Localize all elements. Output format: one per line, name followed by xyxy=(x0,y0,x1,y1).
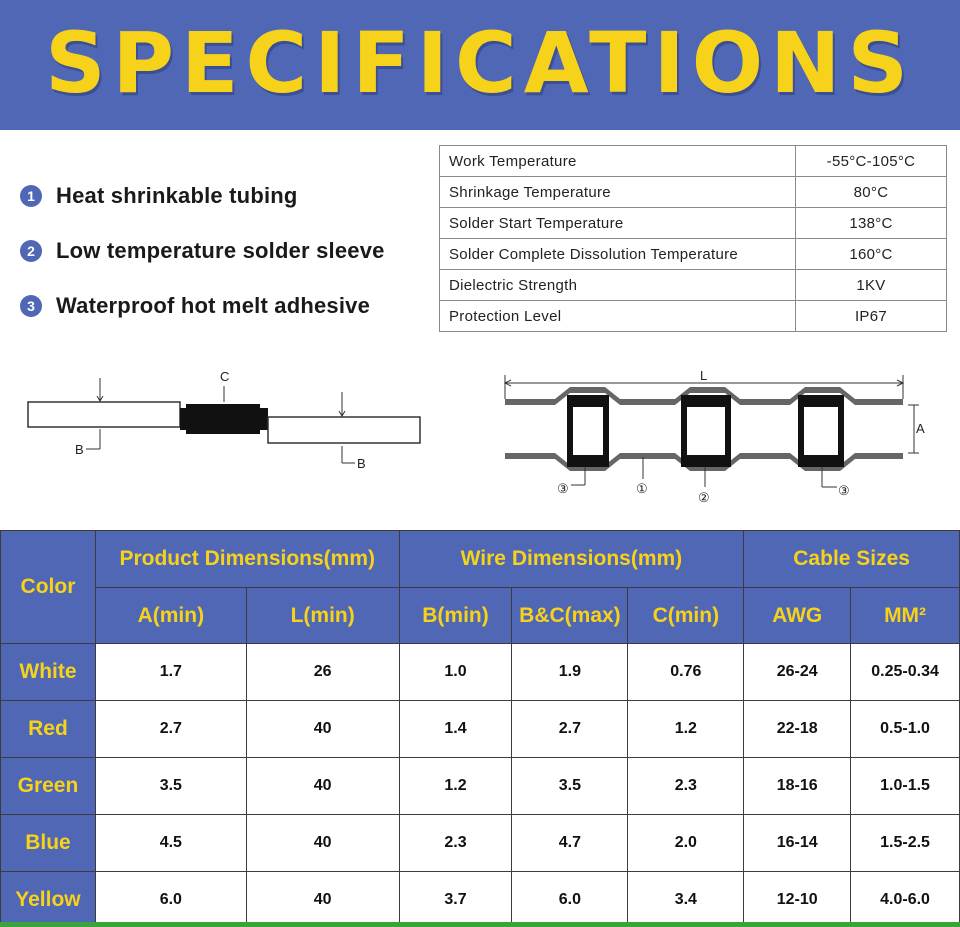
number-badge-icon: 1 xyxy=(20,185,42,207)
table-row xyxy=(1,815,960,872)
spec-value: -55°C-105°C xyxy=(796,146,947,177)
callout-3-left: ③ xyxy=(557,481,569,496)
sleeve-cross-section-diagram xyxy=(495,365,940,510)
bc-max-cell: 4.7 xyxy=(512,815,628,872)
a-min-cell: 6.0 xyxy=(95,872,246,927)
bc-max-cell: 1.9 xyxy=(512,644,628,701)
spec-value: 80°C xyxy=(796,177,947,208)
spec-value: 1KV xyxy=(796,270,947,301)
spec-value: 138°C xyxy=(796,208,947,239)
bc-max-cell: 3.5 xyxy=(512,758,628,815)
spec-key: Solder Start Temperature xyxy=(440,208,796,239)
table-row xyxy=(1,644,960,701)
solder-ring xyxy=(798,395,844,467)
mm2-cell: 1.5-2.5 xyxy=(851,815,960,872)
header-row xyxy=(1,531,960,588)
feature-text: Heat shrinkable tubing xyxy=(56,182,298,208)
product-dimensions-header: Product Dimensions(mm) xyxy=(95,531,399,588)
label-b-left: B xyxy=(75,442,84,457)
page-title: SPECIFICATIONS xyxy=(45,14,915,112)
spec-row xyxy=(440,146,947,177)
l-min-cell: 26 xyxy=(246,644,399,701)
b-min-header: B(min) xyxy=(399,588,512,644)
c-min-header: C(min) xyxy=(628,588,744,644)
label-b-right: B xyxy=(357,456,366,471)
spec-row xyxy=(440,301,947,332)
color-header: Color xyxy=(1,531,96,644)
left-wire xyxy=(28,402,180,427)
a-min-cell: 2.7 xyxy=(95,701,246,758)
c-min-cell: 2.3 xyxy=(628,758,744,815)
spec-key: Work Temperature xyxy=(440,146,796,177)
color-name: Green xyxy=(1,758,96,815)
bc-max-cell: 2.7 xyxy=(512,701,628,758)
callout-1: ① xyxy=(636,481,648,496)
c-min-cell: 0.76 xyxy=(628,644,744,701)
bottom-divider xyxy=(0,922,960,927)
awg-cell: 12-10 xyxy=(744,872,851,927)
spec-key: Solder Complete Dissolution Temperature xyxy=(440,239,796,270)
title-banner xyxy=(0,0,960,130)
b-min-cell: 1.4 xyxy=(399,701,512,758)
bc-max-cell: 6.0 xyxy=(512,872,628,927)
spec-value: 160°C xyxy=(796,239,947,270)
color-name: Blue xyxy=(1,815,96,872)
b-min-cell: 3.7 xyxy=(399,872,512,927)
l-min-cell: 40 xyxy=(246,701,399,758)
color-name: Yellow xyxy=(1,872,96,927)
c-min-cell: 3.4 xyxy=(628,872,744,927)
spec-key: Protection Level xyxy=(440,301,796,332)
a-min-cell: 1.7 xyxy=(95,644,246,701)
table-row xyxy=(1,701,960,758)
c-min-cell: 1.2 xyxy=(628,701,744,758)
right-wire xyxy=(268,417,420,443)
mm2-cell: 0.25-0.34 xyxy=(851,644,960,701)
spec-value: IP67 xyxy=(796,301,947,332)
wire-joint-diagram xyxy=(20,360,430,480)
a-min-header: A(min) xyxy=(95,588,246,644)
spec-table xyxy=(439,145,947,332)
label-l: L xyxy=(700,368,708,383)
awg-cell: 18-16 xyxy=(744,758,851,815)
feature-text: Low temperature solder sleeve xyxy=(56,237,385,263)
spec-row xyxy=(440,239,947,270)
awg-cell: 16-14 xyxy=(744,815,851,872)
table-row xyxy=(1,872,960,927)
cable-sizes-header: Cable Sizes xyxy=(744,531,960,588)
mm2-cell: 0.5-1.0 xyxy=(851,701,960,758)
b-min-cell: 2.3 xyxy=(399,815,512,872)
c-min-cell: 2.0 xyxy=(628,815,744,872)
callout-2: ② xyxy=(698,490,710,505)
awg-cell: 26-24 xyxy=(744,644,851,701)
feature-item xyxy=(20,223,385,278)
spec-row xyxy=(440,208,947,239)
label-a: A xyxy=(916,421,925,436)
mm2-cell: 4.0-6.0 xyxy=(851,872,960,927)
l-min-cell: 40 xyxy=(246,758,399,815)
b-min-cell: 1.2 xyxy=(399,758,512,815)
callout-3-right: ③ xyxy=(838,483,850,498)
mm2-header: MM² xyxy=(851,588,960,644)
solder-joint xyxy=(180,404,268,434)
spec-key: Dielectric Strength xyxy=(440,270,796,301)
spec-key: Shrinkage Temperature xyxy=(440,177,796,208)
table-row xyxy=(1,758,960,815)
b-min-cell: 1.0 xyxy=(399,644,512,701)
feature-item xyxy=(20,168,385,223)
a-min-cell: 3.5 xyxy=(95,758,246,815)
spec-row xyxy=(440,177,947,208)
number-badge-icon: 3 xyxy=(20,295,42,317)
l-min-cell: 40 xyxy=(246,872,399,927)
feature-list xyxy=(20,168,385,333)
color-name: White xyxy=(1,644,96,701)
mm2-cell: 1.0-1.5 xyxy=(851,758,960,815)
label-c: C xyxy=(220,369,230,384)
dimensions-table xyxy=(0,530,960,927)
bc-max-header: B&C(max) xyxy=(512,588,628,644)
feature-item xyxy=(20,278,385,333)
wire-dimensions-header: Wire Dimensions(mm) xyxy=(399,531,744,588)
color-name: Red xyxy=(1,701,96,758)
spec-row xyxy=(440,270,947,301)
awg-header: AWG xyxy=(744,588,851,644)
subheader-row xyxy=(1,588,960,644)
solder-ring xyxy=(681,395,731,467)
awg-cell: 22-18 xyxy=(744,701,851,758)
l-min-cell: 40 xyxy=(246,815,399,872)
number-badge-icon: 2 xyxy=(20,240,42,262)
a-min-cell: 4.5 xyxy=(95,815,246,872)
solder-ring xyxy=(567,395,609,467)
feature-text: Waterproof hot melt adhesive xyxy=(56,292,371,318)
l-min-header: L(min) xyxy=(246,588,399,644)
